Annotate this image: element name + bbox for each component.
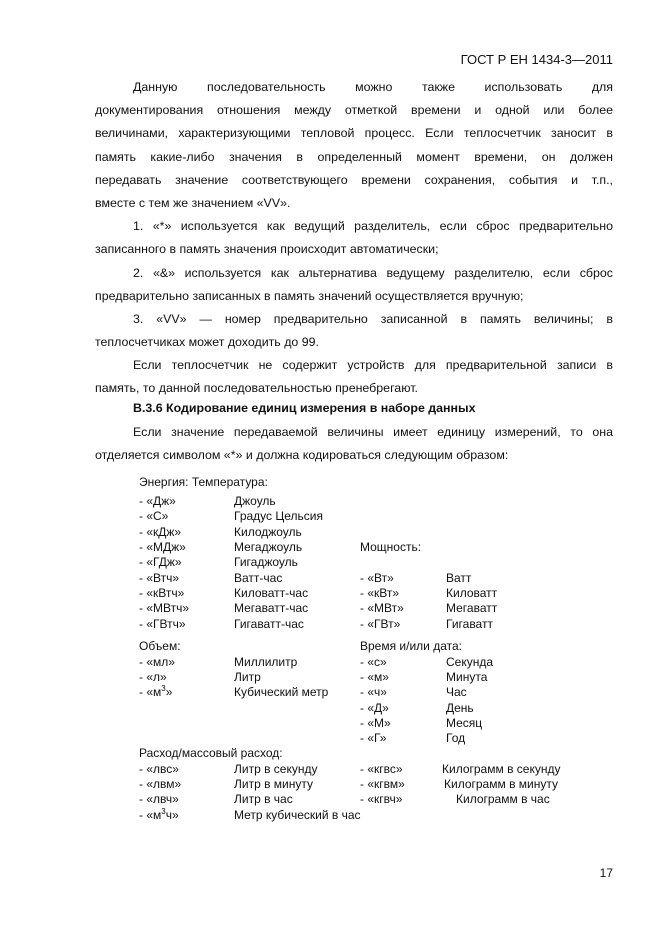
text-line: записанного в память значения происходит автоматически; <box>95 242 439 257</box>
unit-code: - «лвм» <box>139 777 182 791</box>
unit-code: - «$м^3$» <box>139 684 173 699</box>
unit-code: - «Втч» <box>139 571 180 585</box>
unit-code: - «МВт» <box>360 601 404 615</box>
unit-name: Миллилитр <box>234 655 298 669</box>
text-line: Данную последовательность можно также использовать для <box>133 80 613 94</box>
unit-name: День <box>446 701 474 715</box>
unit-name: Мегаватт-час <box>234 601 309 615</box>
paragraph-intro <box>95 76 613 401</box>
text-line: память какие-либо значения в определенный момент времени, он должен <box>95 149 613 164</box>
unit-name: Час <box>446 685 467 699</box>
unit-code: - «ГВтч» <box>139 617 186 631</box>
unit-name: Килограмм в секунду <box>442 762 561 776</box>
unit-code: - «лвс» <box>139 762 179 776</box>
unit-code: - «$м^3ч$» <box>139 807 179 822</box>
flow-title: Расход/массовый расход: <box>139 746 283 760</box>
unit-code: - «Дж» <box>139 494 176 508</box>
list-item-1: 1. «*» используется как ведущий разделитель, если сброс предварительно <box>133 219 613 234</box>
unit-code: - «кгвс» <box>360 762 403 776</box>
unit-name: Джоуль <box>234 494 276 508</box>
text-line: Если значение передаваемой величины имеет единицу измерений, то она <box>133 425 613 439</box>
paragraph-units <box>95 421 613 467</box>
unit-code: - «кВт» <box>360 586 400 600</box>
unit-name: Минута <box>446 670 488 684</box>
unit-name: Литр <box>234 670 261 684</box>
unit-code: - «лвч» <box>139 792 179 806</box>
text-line: теплосчетчиках может доходить до 99. <box>95 335 319 350</box>
unit-name: Мегаджоуль <box>234 540 303 554</box>
volume-title: Объем: <box>139 639 181 653</box>
energy-title: Энергия: Температура: <box>139 475 268 489</box>
unit-name: Метр кубический в час <box>234 808 361 822</box>
unit-code: - «Д» <box>360 701 389 715</box>
paragraph-note: Если теплосчетчик не содержит устройств для предварительной записи в <box>133 358 613 373</box>
unit-code: - «кДж» <box>139 525 182 539</box>
unit-code: - «МДж» <box>139 540 186 554</box>
unit-name: Килоджоуль <box>234 525 302 539</box>
unit-name: Киловатт-час <box>234 586 309 600</box>
unit-code: - «Вт» <box>360 571 394 585</box>
unit-name: Мегаватт <box>446 601 498 615</box>
document-header: ГОСТ Р ЕН 1434-3—2011 <box>460 52 613 67</box>
unit-code: - «М» <box>360 716 391 730</box>
page-number: 17 <box>599 866 613 880</box>
text-line: величинами, характеризующими тепловой процесс. Если теплосчетчик заносит в <box>95 126 613 141</box>
unit-code: - «м» <box>360 670 389 684</box>
unit-name: Год <box>446 731 466 745</box>
unit-code: - «МВтч» <box>139 601 190 615</box>
text-line: документирования отношения между отметкой времени и одной или более <box>95 103 613 118</box>
unit-code: - «кгвч» <box>360 792 403 806</box>
unit-name: Килограмм в минуту <box>444 777 558 791</box>
unit-code: - «ГВт» <box>360 617 401 631</box>
unit-name: Киловатт <box>446 586 498 600</box>
unit-code: - «л» <box>139 670 167 684</box>
unit-name: Гигаджоуль <box>234 555 298 569</box>
unit-name: Секунда <box>446 655 494 669</box>
text-line: предварительно записанных в память значений осуществляется вручную; <box>95 288 524 303</box>
unit-name: Гигаватт-час <box>234 617 304 631</box>
unit-name: Кубический метр <box>234 685 329 699</box>
unit-code: - «С» <box>139 509 169 523</box>
unit-code: - «мл» <box>139 655 175 669</box>
text-line: вместе с тем же значением «VV». <box>95 195 291 210</box>
list-item-3: 3. «VV» — номер предварительно записанной в память величины; в <box>133 311 613 326</box>
unit-name: Ватт <box>446 571 472 585</box>
unit-code: - «ГДж» <box>139 555 182 569</box>
power-title: Мощность: <box>360 540 422 554</box>
list-item-2: 2. «&» используется как альтернатива ведущему разделителю, если сброс <box>133 265 613 280</box>
text-line: передавать значение соответствующего времени сохранения, события и т.п., <box>95 172 613 187</box>
unit-code: - «Г» <box>360 731 387 745</box>
unit-code: - «кВтч» <box>139 586 185 600</box>
unit-name: Литр в секунду <box>234 762 318 776</box>
unit-name: Литр в час <box>234 792 293 806</box>
time-title: Время и/или дата: <box>360 639 462 653</box>
unit-code: - «кгвм» <box>360 777 405 791</box>
unit-name: Градус Цельсия <box>234 509 323 523</box>
unit-name: Месяц <box>446 716 483 730</box>
unit-name: Литр в минуту <box>234 777 314 791</box>
unit-name: Килограмм в час <box>456 792 550 806</box>
section-heading: B.3.6 Кодирование единиц измерения в наборе данных <box>133 401 476 415</box>
unit-code: - «с» <box>360 655 387 669</box>
unit-name: Ватт-час <box>234 571 283 585</box>
text-line: отделяется символом «*» и должна кодироваться следующим образом: <box>95 448 509 463</box>
unit-code: - «ч» <box>360 685 387 699</box>
text-line: память, то данной последовательностью пренебрегают. <box>95 381 418 396</box>
unit-name: Гигаватт <box>446 617 493 631</box>
